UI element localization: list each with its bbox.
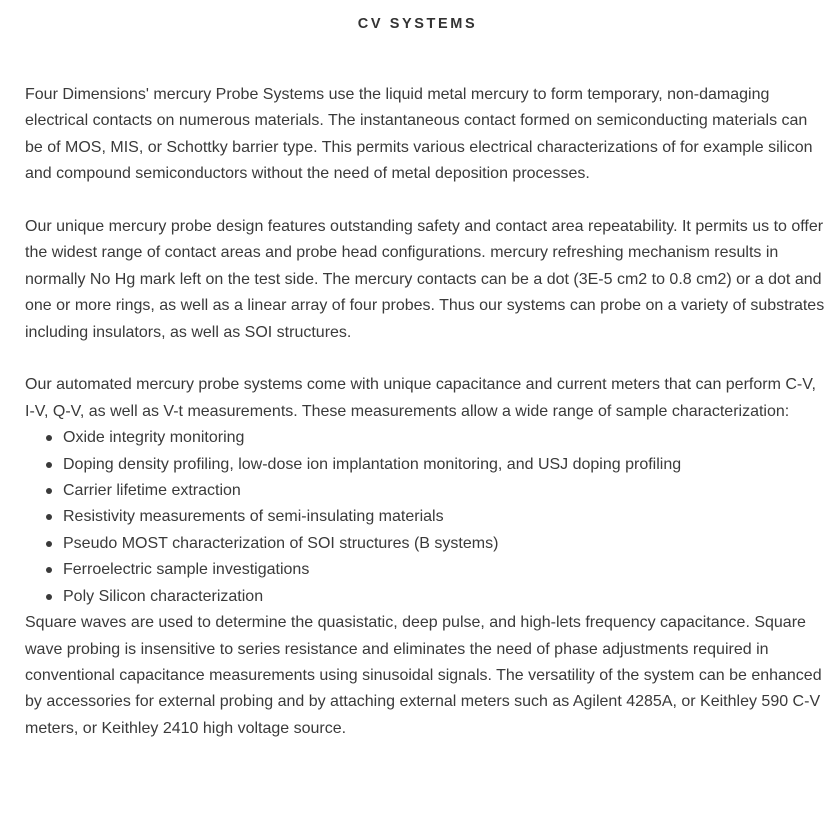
- design-paragraph: Our unique mercury probe design features outstanding safety and contact area repeatability. It permits us to offer the widest range of contact areas and probe head configurations. mercury refreshing mechanism results in normally No Hg mark left on the test side. The mercury contacts can be a dot (3E-5 cm2 to 0.8 cm2) or a dot and one or more rings, as well as a linear array of four probes. Thus our systems can probe on a variety of substrates including insulators, as well as SOI structures.: [25, 218, 825, 341]
- list-item: Doping density profiling, low-dose ion implantation monitoring, and USJ doping profiling: [63, 452, 825, 478]
- page-title: CV SYSTEMS: [357, 16, 478, 32]
- intro-paragraph: Four Dimensions' mercury Probe Systems use the liquid metal mercury to form temporary, non-damaging electrical contacts on numerous materials. The instantaneous contact formed on semiconducting materials can be of MOS, MIS, or Schottky barrier type. This permits various electrical characterizations of for example silicon and compound semiconductors without the need of metal deposition processes.: [25, 86, 813, 183]
- paragraph-spacer: [25, 346, 825, 372]
- list-item: Ferroelectric sample investigations: [63, 557, 825, 583]
- measurements-paragraph: Our automated mercury probe systems come with unique capacitance and current meters that can perform C-V, I-V, Q-V, as well as V-t measurements. These measurements allow a wide range of sample characterization:: [25, 376, 816, 420]
- characterization-list: [25, 425, 825, 610]
- closing-paragraph: Square waves are used to determine the quasistatic, deep pulse, and high-lets frequency capacitance. Square wave probing is insensitive to series resistance and eliminates the need of phase adjustments required in conventional capacitance measurements using sinusoidal signals. The versatility of the system can be enhanced by accessories for external probing and by attaching external meters such as Agilent 4285A, or Keithley 590 C-V meters, or Keithley 2410 high voltage source.: [25, 614, 822, 737]
- list-item: Oxide integrity monitoring: [63, 425, 825, 451]
- article-body: [25, 82, 825, 742]
- paragraph-spacer: [25, 188, 825, 214]
- list-item: Carrier lifetime extraction: [63, 478, 825, 504]
- list-item: Resistivity measurements of semi-insulating materials: [63, 504, 825, 530]
- list-item: Pseudo MOST characterization of SOI structures (B systems): [63, 531, 825, 557]
- list-item: Poly Silicon characterization: [63, 584, 825, 610]
